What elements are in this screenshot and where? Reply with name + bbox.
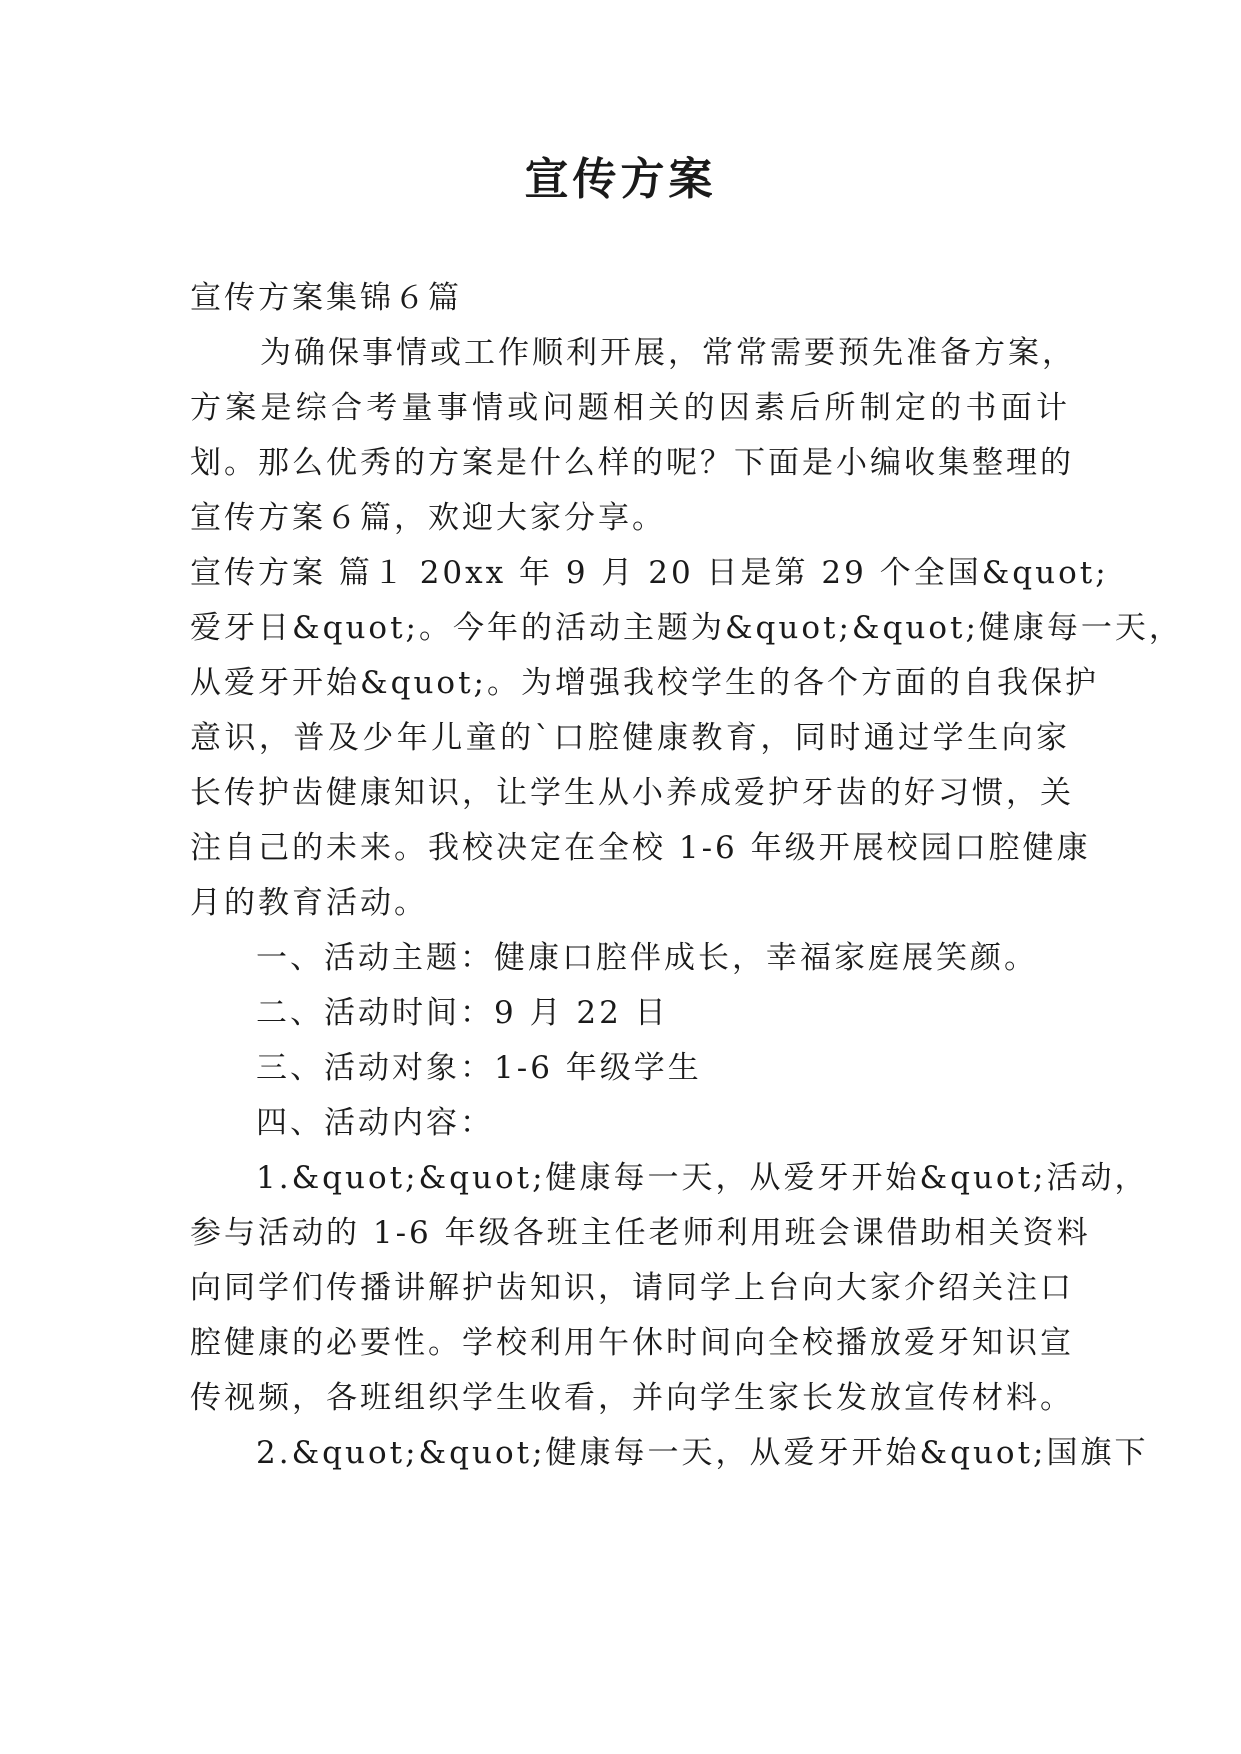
text-line: 注自己的未来。我校决定在全校 1-6 年级开展校园口腔健康 (190, 830, 1091, 866)
text-line: 四、活动内容： (256, 1105, 494, 1141)
text-line: 为确保事情或工作顺利开展，常常需要预先准备方案， (260, 335, 1076, 371)
text-line: 宣传方案集锦６篇 (190, 280, 462, 316)
text-line: 方案是综合考量事情或问题相关的因素后所制定的书面计 (190, 390, 1070, 426)
text-line: 长传护齿健康知识，让学生从小养成爱护牙齿的好习惯，关 (190, 775, 1074, 811)
text-line: 参与活动的 1-6 年级各班主任老师利用班会课借助相关资料 (190, 1215, 1091, 1251)
text-line: 2.&quot;&quot;健康每一天，从爱牙开始&quot;国旗下 (256, 1435, 1149, 1471)
text-line: 月的教育活动。 (190, 885, 428, 921)
text-line: 宣传方案 篇１ 20xx 年 9 月 20 日是第 29 个全国&quot; (190, 555, 1109, 591)
text-line: 向同学们传播讲解护齿知识，请同学上台向大家介绍关注口 (190, 1270, 1074, 1306)
text-line: 划。那么优秀的方案是什么样的呢？下面是小编收集整理的 (190, 445, 1074, 481)
text-line: 爱牙日&quot;。今年的活动主题为&quot;&quot;健康每一天， (190, 610, 1183, 646)
document-title: 宣传方案 (524, 154, 717, 205)
text-line: 传视频，各班组织学生收看，并向学生家长发放宣传材料。 (190, 1380, 1074, 1416)
text-line: 宣传方案６篇，欢迎大家分享。 (190, 500, 666, 536)
text-line: 一、活动主题：健康口腔伴成长，幸福家庭展笑颜。 (256, 940, 1038, 976)
text-line: 从爱牙开始&quot;。为增强我校学生的各个方面的自我保护 (190, 665, 1099, 701)
text-line: 三、活动对象：1-6 年级学生 (256, 1050, 702, 1086)
text-line: 腔健康的必要性。学校利用午休时间向全校播放爱牙知识宣 (190, 1325, 1074, 1361)
text-line: 二、活动时间：9 月 22 日 (256, 995, 669, 1031)
text-line: 1.&quot;&quot;健康每一天，从爱牙开始&quot;活动， (256, 1160, 1149, 1196)
text-line: 意识，普及少年儿童的`口腔健康教育，同时通过学生向家 (190, 720, 1070, 756)
